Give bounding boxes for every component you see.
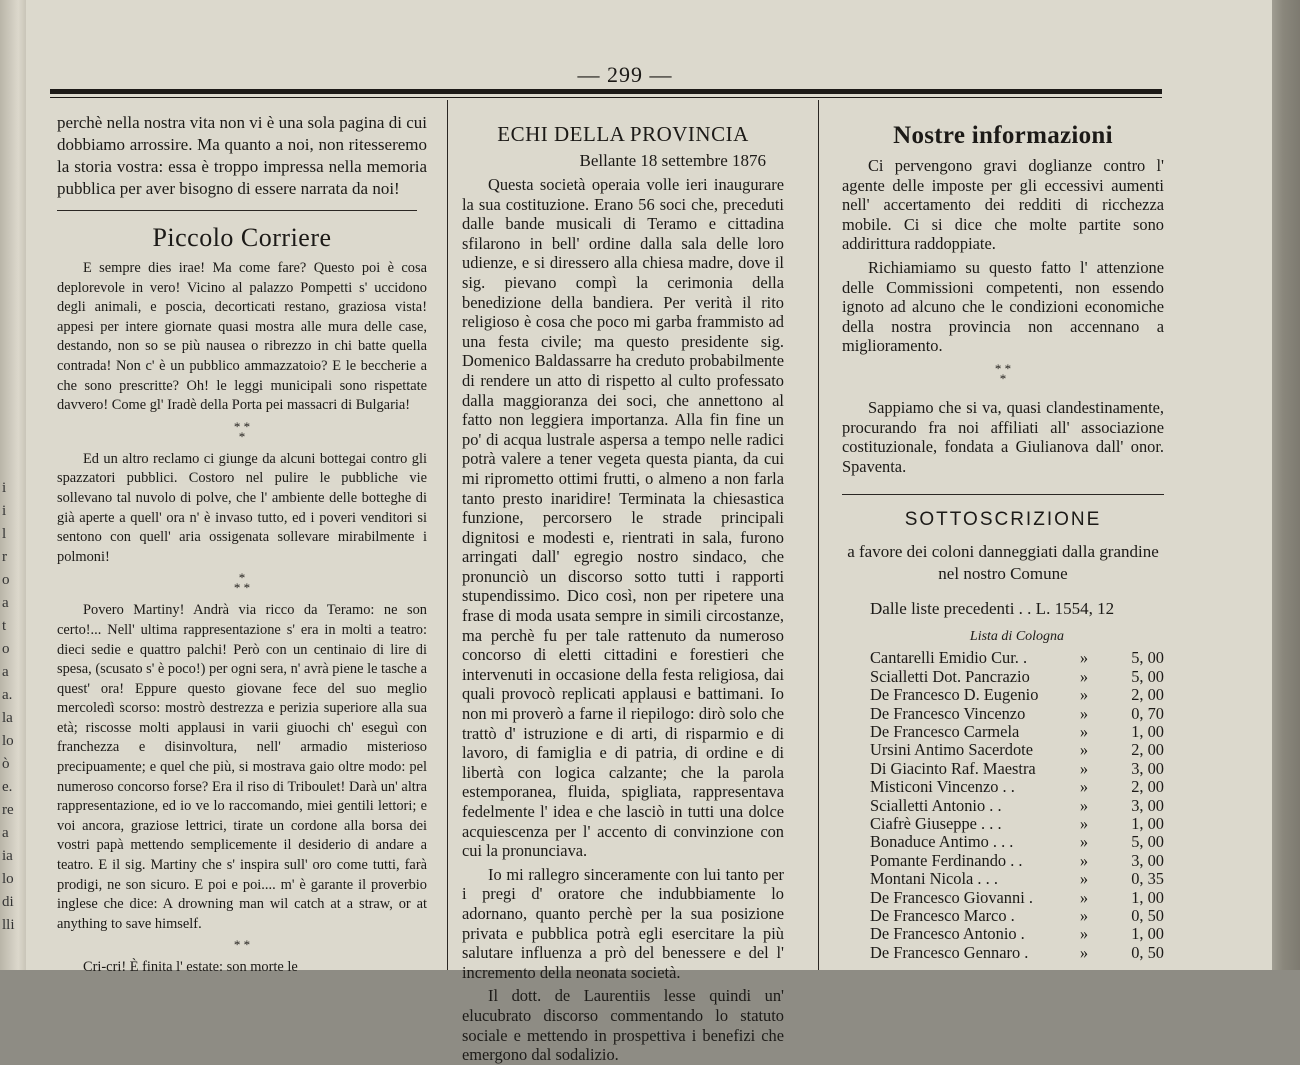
entry-amount: 1, 00 — [1131, 813, 1164, 833]
subscription-entry — [870, 649, 1164, 667]
nostre-informazioni-heading: Nostre informazioni — [893, 122, 1113, 149]
subscription-entry — [870, 741, 1164, 759]
entry-amount: 5, 00 — [1131, 832, 1164, 852]
informazioni-paragraph-2: Richiamiamo su questo fatto l' attenzione delle Commissioni competenti, non essendo ignoto ad alcuno che le condizioni economiche della nostra provincia non accennano a miglioramento. — [842, 257, 1164, 356]
entry-name: Cantarelli Emidio Cur. . — [870, 649, 1028, 668]
entry-amount: 0, 50 — [1131, 942, 1164, 962]
entry-ditto: » — [1079, 795, 1089, 815]
entry-amount: 5, 00 — [1131, 648, 1164, 668]
subscription-entry — [870, 723, 1164, 741]
margin-fragment: lo — [2, 733, 14, 749]
section-stars: * * * — [994, 360, 1012, 386]
subscription-entry — [870, 944, 1164, 962]
entry-ditto: » — [1079, 777, 1089, 797]
entry-name: Bonaduce Antimo . . . — [870, 833, 1014, 852]
margin-fragment: i — [2, 480, 7, 496]
margin-fragment: a — [2, 664, 9, 680]
entry-ditto: » — [1079, 648, 1089, 668]
echi-paragraph-2: Io mi rallegro sinceramente con lui tanto per i pregi d' oratore che indubbiamente lo adornano, quanto perchè per la sua posizione privata e pubblica potrà egli esercitare la più salutare influenza a prò del benessere e del l' incremento della neonata società. — [462, 864, 784, 982]
entry-ditto: » — [1079, 721, 1089, 741]
section-stars: * * * — [233, 570, 251, 596]
corriere-paragraph-3: Povero Martiny! Andrà via ricco da Teramo: ne son certo!... Nell' ultima rappresentazione s' era in molti a teatro: dieci sedie e quattro palchi! Però con un centinaio di lire di spesa, (scusato s' è poco!) per ogni sera, n' avrà piene le tasche a quest' ora! Eppure questo giovane fece del suo meglio mercoledì scorso: mostrò destrezza e perizia superiore alla sua età; riscosse molti applausi in varii giuochi ch' eseguì con franchezza e disinvoltura, nell' armadio misterioso precipuamente; e quel che più, si mostrava gaio oltre modo: pel numeroso concorso forse? Era il riso di Triboulet! Darà un' altra rappresentazione, ed io ve lo raccomando, miei gentili lettori; e voi ancora, graziose lettrici, tirate un cordone alla borsa dei vostri papà mettendo semplicemente il desiderio di andare a teatro. E il sig. Martiny che s' inspira sull' oro come tutti, farà prodigi, ne son sicuro. E poi e poi.... m' è garante il proverbio inglese che dice: A drowning man wil catch at a straw, or at anything to save himself. — [57, 602, 427, 932]
previous-lists-total — [870, 599, 1164, 619]
subscription-entry — [870, 668, 1164, 686]
margin-fragment: i — [2, 503, 7, 519]
corriere-paragraph-1: E sempre dies irae! Ma come fare? Questo poi è cosa deplorevole in vero! Vicino al palazzo Pompetti s' uccidono degli animali, e poscia, decorticati restano, graziosa vista! appesi per intere giornate quasi mostra alle mura delle case, destando, non so se più nausea o ribrezzo in chi batte quella contrada! Non c' è un pubblico ammazzatoio? E le beccherie a che sono prescritte? Oh! le leggi municipali sono rispettate davvero! Come gl' Iradè della Porta pei massacri di Bulgaria! — [57, 260, 427, 414]
column-1 — [57, 112, 427, 978]
entry-amount: 3, 00 — [1131, 850, 1164, 870]
entry-name: Montani Nicola . . . — [870, 870, 998, 889]
section-stars: * * — [233, 937, 251, 953]
subscription-entry — [870, 778, 1164, 796]
entry-name: De Francesco D. Eugenio — [870, 686, 1039, 705]
margin-fragment: di — [2, 894, 14, 910]
subscription-entry — [870, 852, 1164, 870]
corriere-paragraph-4: Cri-cri! È finita l' estate: son morte le — [83, 959, 298, 976]
entry-ditto: » — [1079, 758, 1089, 778]
subscription-entry — [870, 889, 1164, 907]
echi-paragraph-1: Questa società operaia volle ieri inaugurare la sua costituzione. Erano 56 soci che, preceduti dalle bande musicali di Teramo e cittadina sfilarono in bell' ordine dalla sala delle loro udienze, e si diressero alla chiesa madre, dove il sig. pievano compì la cerimonia della benedizione della bandiera. Per verità il rito religioso è cosa che poco mi garba frammisto ad una festa civile; ma questo presidente sig. Domenico Baldassarre ha creduto probabilmente di rendere un atto di rispetto al culto professato dalla maggioranza dei soci, che annettono al fatto non leggiera importanza. Alla fin fine un po' di acqua lustrale aspersa a tempo nelle radici potrà valere a tener vegeta questa pianta, da cui mi riprometto ottimi frutti, o almeno a non farla tanto presto inaridire! Terminata la chiesastica funzione, percorsero le strade principali dignitosi e modesti e, rientrati in sala, furono arringati dall' egregio nostro sindaco, che pronunciò un discorso sotto tutti i rapporti stupendissimo. Dico così, non per ripetere una frase di moda usata sempre in simili circostanze, ma perchè fu per tale rattenuto da numeroso concorso di eletti cittadini e forestieri che intervenuti in occasione della festa religiosa, dai quali provocò replicati applausi e battimani. Io non mi proverò a farne il riepilogo: dirò solo che trattò d' istruzione e di arti, di risparmio e di lavoro, di famiglia e di patria, di ordine e di libertà con logica calzante; che la parola estemporanea, fluida, spigliata, rappresentava fedelmente l' idea e che lasciò in tutti una dolce acquiescenza per l' accento di convinzione con cui la pronunciava. — [462, 175, 784, 861]
section-rule — [57, 210, 417, 211]
entry-name: De Francesco Antonio . — [870, 925, 1025, 944]
entry-ditto: » — [1079, 740, 1089, 760]
subscription-entry — [870, 705, 1164, 723]
entry-name: De Francesco Carmela — [870, 722, 1020, 741]
entry-ditto: » — [1079, 869, 1089, 889]
entry-amount: 3, 00 — [1131, 758, 1164, 778]
margin-fragment: lli — [2, 917, 15, 933]
subscription-entry — [870, 870, 1164, 888]
margin-fragment: r — [2, 549, 7, 565]
entry-amount: 2, 00 — [1131, 777, 1164, 797]
margin-fragment: a — [2, 595, 9, 611]
entry-ditto: » — [1079, 666, 1089, 686]
sottoscrizione-heading: SOTTOSCRIZIONE — [904, 509, 1102, 531]
entry-name: De Francesco Giovanni . — [870, 888, 1033, 907]
margin-fragment: re — [2, 802, 14, 818]
subscription-entry — [870, 760, 1164, 778]
margin-fragment: a. — [2, 687, 13, 703]
entry-ditto: » — [1079, 924, 1089, 944]
binding-edge — [1272, 0, 1300, 970]
margin-fragment: t — [2, 618, 7, 634]
header-rule-thin — [50, 97, 1162, 98]
entry-ditto: » — [1079, 887, 1089, 907]
entry-amount: 0, 50 — [1131, 906, 1164, 925]
margin-fragment: lo — [2, 871, 14, 887]
entry-ditto: » — [1079, 813, 1089, 833]
entry-amount: 2, 00 — [1131, 740, 1164, 760]
subscription-entry — [870, 797, 1164, 815]
entry-ditto: » — [1079, 942, 1089, 962]
previous-lists-label: Dalle liste precedenti . . L. 1554, 12 — [870, 599, 1115, 619]
entry-name: De Francesco Vincenzo — [870, 704, 1026, 723]
corriere-paragraph-2: Ed un altro reclamo ci giunge da alcuni bottegai contro gli spazzatori pubblici. Costoro nel pulire le pubbliche vie sollevano tal nuvolo di polve, che l' ambiente delle botteghe di già aperte a quell' ora n' è invaso tutto, ed i poveri venditori si sentono con quell' aria ossigenata sollevare mirabilmente i polmoni! — [57, 450, 427, 565]
sottoscrizione-subtitle: a favore dei coloni danneggiati dalla grandine nel nostro Comune — [847, 542, 1159, 584]
subscription-entry — [870, 907, 1164, 925]
entry-amount: 1, 00 — [1131, 721, 1164, 741]
page-number: — 299 — — [577, 62, 673, 87]
entry-name: Pomante Ferdinando . . — [870, 851, 1023, 870]
entry-name: Ciafrè Giuseppe . . . — [870, 814, 1002, 833]
entry-ditto: » — [1079, 906, 1089, 925]
subscription-entry — [870, 815, 1164, 833]
column-divider-2 — [818, 100, 819, 970]
entry-ditto: » — [1079, 832, 1089, 852]
entry-name: Scialletti Dot. Pancrazio — [870, 667, 1030, 686]
entry-amount: 1, 00 — [1131, 924, 1164, 944]
entry-amount: 0, 70 — [1131, 703, 1164, 723]
entry-amount: 2, 00 — [1131, 685, 1164, 705]
entry-amount: 1, 00 — [1131, 887, 1164, 907]
entry-amount: 0, 35 — [1131, 869, 1164, 889]
header-rule — [50, 89, 1162, 94]
margin-fragment: l — [2, 526, 7, 542]
margin-fragment: o — [2, 572, 10, 588]
margin-fragment: la — [2, 710, 13, 726]
entry-name: Misticoni Vincenzo . . — [870, 778, 1015, 797]
entry-name: Scialletti Antonio . . — [870, 796, 1002, 815]
column-2 — [462, 122, 784, 1065]
subscription-list — [842, 649, 1164, 962]
margin-fragment: o — [2, 641, 10, 657]
informazioni-paragraph-1: Ci pervengono gravi doglianze contro l' agente delle imposte per gli eccessivi aumenti nell' accertamento dei redditi di ricchezza mobile. Ci si dice che molte partite sono addirittura raddoppiate. — [842, 156, 1164, 254]
subscription-entry — [870, 833, 1164, 851]
piccolo-corriere-heading: Piccolo Corriere — [152, 223, 332, 252]
echi-paragraph-3: Il dott. de Laurentiis lesse quindi un' elucubrato discorso commentando lo statuto sociale e mettendo in prospettiva i benefizi che emergono dal sodalizio. — [462, 986, 784, 1065]
entry-name: Ursini Antimo Sacerdote — [870, 741, 1033, 760]
entry-ditto: » — [1079, 850, 1089, 870]
entry-name: De Francesco Gennaro . — [870, 943, 1029, 962]
previous-page-edge — [0, 0, 26, 970]
echi-heading: ECHI DELLA PROVINCIA — [497, 122, 749, 146]
section-rule — [842, 494, 1164, 495]
subscription-entry — [870, 925, 1164, 943]
entry-ditto: » — [1079, 685, 1089, 705]
entry-amount: 5, 00 — [1131, 666, 1164, 686]
column-3 — [842, 122, 1164, 962]
lista-label: Lista di Cologna — [969, 629, 1065, 645]
dateline: Bellante 18 settembre 1876 — [579, 151, 766, 170]
entry-name: De Francesco Marco . — [870, 907, 1015, 925]
entry-ditto: » — [1079, 703, 1089, 723]
entry-amount: 3, 00 — [1131, 795, 1164, 815]
margin-fragment: e. — [2, 779, 13, 795]
intro-paragraph: perchè nella nostra vita non vi è una sola pagina di cui dobbiamo arrossire. Ma quanto a noi, non ritesseremo la storia vostra: essa è troppo impressa nella memoria pubblica per aver bisogno di essere narrata da noi! — [57, 113, 427, 198]
margin-fragment: ia — [2, 848, 13, 864]
subscription-entry — [870, 686, 1164, 704]
entry-name: Di Giacinto Raf. Maestra — [870, 759, 1036, 778]
margin-fragment: ò — [2, 756, 10, 772]
section-stars: * * * — [233, 418, 251, 444]
informazioni-paragraph-3: Sappiamo che si va, quasi clandestinamente, procurando fra noi affiliati all' associazione costituzionale, fondata a Giulianova dall' onor. Spaventa. — [842, 397, 1164, 476]
margin-fragment: a — [2, 825, 9, 841]
column-divider-1 — [447, 100, 448, 970]
